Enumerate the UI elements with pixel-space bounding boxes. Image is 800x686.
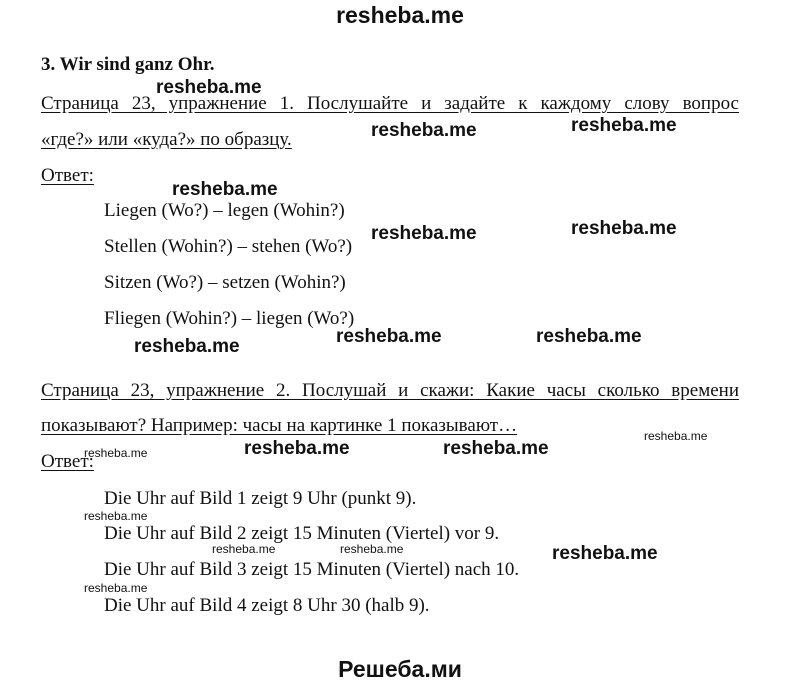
watermark: resheba.me xyxy=(84,509,148,523)
exercise1-answer-label: Ответ: xyxy=(41,165,94,186)
exercise2-task-line1: Страница 23, упражнение 2. Послушай и скажи: Какие часы сколько времени xyxy=(41,380,739,401)
watermark: resheba.me xyxy=(552,543,658,564)
exercise1-task-line2: «где?» или «куда?» по образцу. xyxy=(41,129,292,150)
watermark: resheba.me xyxy=(340,542,404,556)
exercise1-answer-1: Liegen (Wo?) – legen (Wohin?) xyxy=(104,200,345,221)
exercise2-answer-2: Die Uhr auf Bild 2 zeigt 15 Minuten (Viertel) vor 9. xyxy=(104,523,500,544)
watermark: resheba.me xyxy=(536,326,642,347)
watermark: resheba.me xyxy=(156,77,262,98)
watermark: resheba.me xyxy=(371,120,477,141)
exercise1-answer-3: Sitzen (Wo?) – setzen (Wohin?) xyxy=(104,272,346,293)
exercise2-answer-3: Die Uhr auf Bild 3 zeigt 15 Minuten (Viertel) nach 10. xyxy=(104,559,520,580)
site-footer: Решеба.ми xyxy=(338,656,462,682)
watermark: resheba.me xyxy=(244,438,350,459)
exercise1-answer-4: Fliegen (Wohin?) – liegen (Wo?) xyxy=(104,308,355,329)
watermark: resheba.me xyxy=(336,326,442,347)
section-title: 3. Wir sind ganz Ohr. xyxy=(41,54,215,75)
exercise1-task-line1: Страница 23, упражнение 1. Послушайте и задайте к каждому слову вопрос xyxy=(41,93,739,114)
watermark: resheba.me xyxy=(443,438,549,459)
exercise2-answer-1: Die Uhr auf Bild 1 zeigt 9 Uhr (punkt 9). xyxy=(104,488,417,509)
watermark: resheba.me xyxy=(134,336,240,357)
watermark: resheba.me xyxy=(172,179,278,200)
exercise1-answer-2: Stellen (Wohin?) – stehen (Wo?) xyxy=(104,236,353,257)
exercise2-task-line2: показывают? Например: часы на картинке 1 показывают… xyxy=(41,415,518,436)
watermark: resheba.me xyxy=(371,223,477,244)
watermark: resheba.me xyxy=(84,446,148,460)
exercise2-answer-4: Die Uhr auf Bild 4 zeigt 8 Uhr 30 (halb 9). xyxy=(104,595,430,616)
watermark: resheba.me xyxy=(84,581,148,595)
watermark: resheba.me xyxy=(212,542,276,556)
exercise2-answer-label: Ответ: xyxy=(41,451,94,472)
watermark: resheba.me xyxy=(644,429,708,443)
watermark: resheba.me xyxy=(571,218,677,239)
site-header: resheba.me xyxy=(336,2,464,28)
watermark: resheba.me xyxy=(571,115,677,136)
